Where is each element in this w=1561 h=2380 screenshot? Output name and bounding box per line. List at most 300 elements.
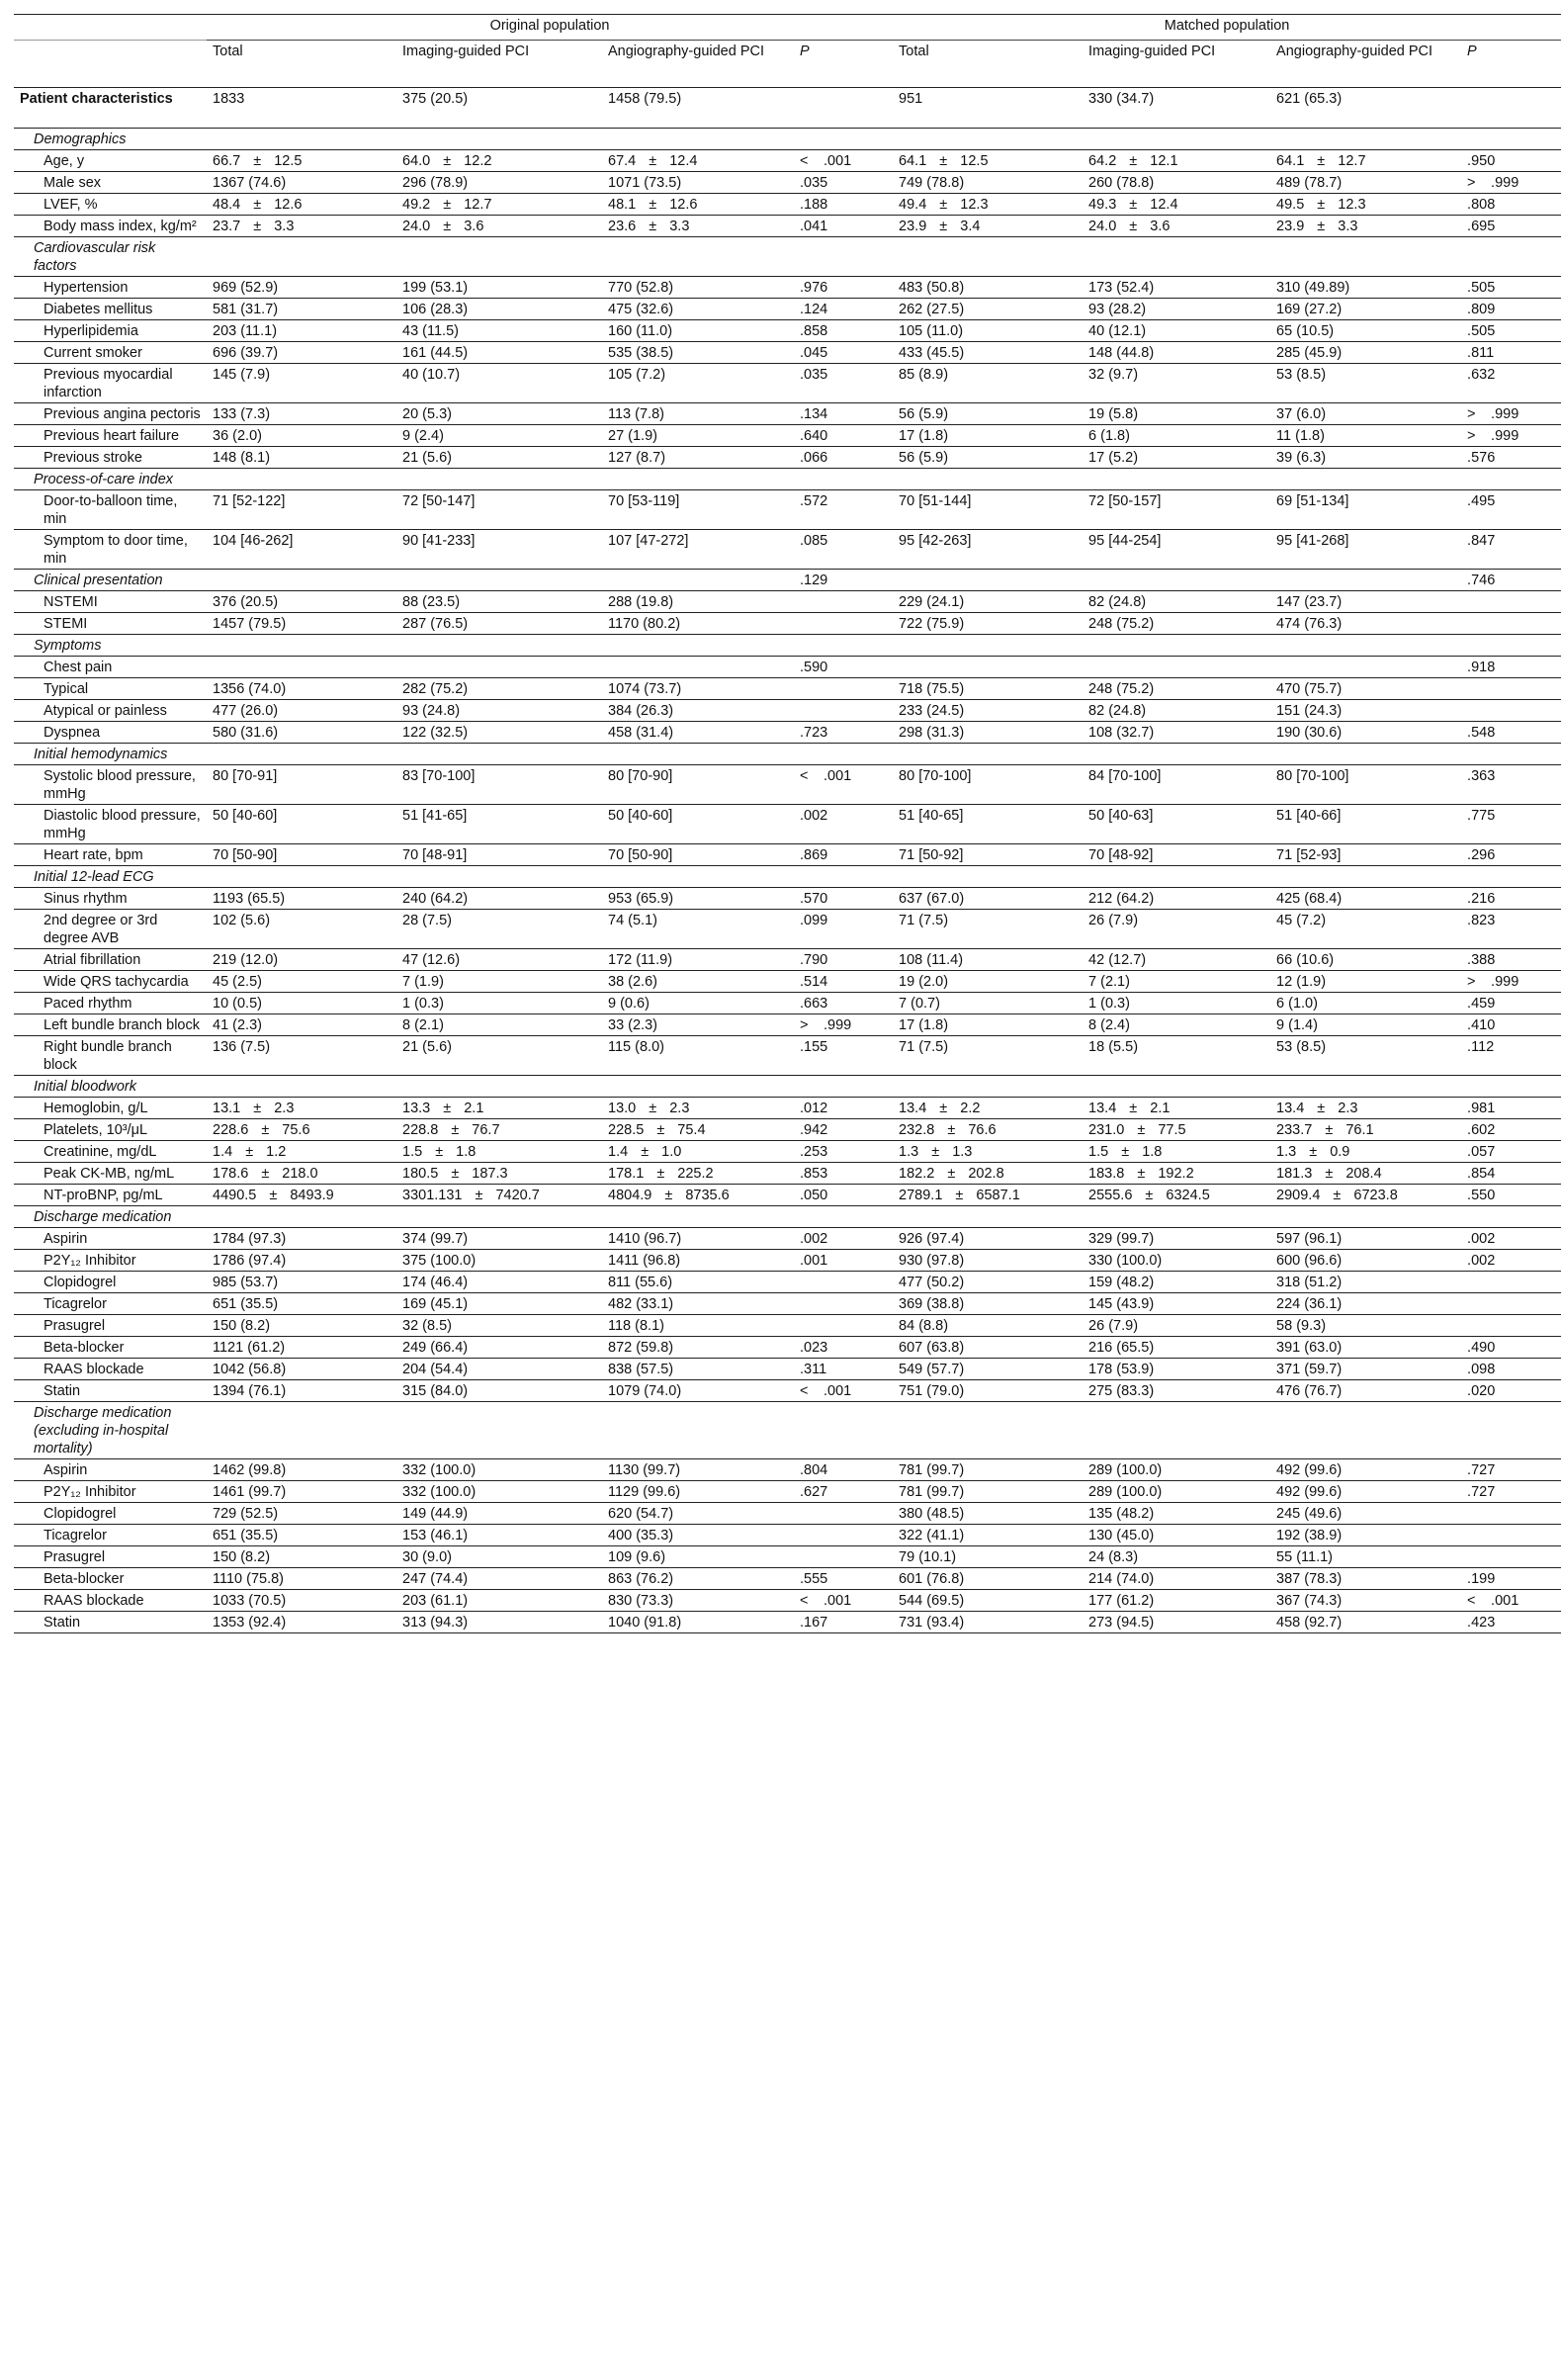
- cell-matched-imaging: 216 (65.5): [1083, 1337, 1270, 1359]
- row-label: Right bundle branch block: [14, 1036, 207, 1076]
- cell-orig-p: .002: [794, 1228, 893, 1250]
- cell-orig-p: [794, 1076, 893, 1098]
- cell-orig-total: 203 (11.1): [207, 320, 396, 342]
- cell-matched-angiography: 64.1 ± 12.7: [1270, 150, 1461, 172]
- cell-orig-p: [794, 866, 893, 888]
- cell-orig-angiography: 4804.9 ± 8735.6: [602, 1185, 794, 1206]
- cell-orig-total: 1457 (79.5): [207, 613, 396, 635]
- cell-orig-total: 66.7 ± 12.5: [207, 150, 396, 172]
- row-label: Heart rate, bpm: [14, 844, 207, 866]
- cell-orig-p: [794, 591, 893, 613]
- cell-matched-p: .918: [1461, 657, 1561, 678]
- cell-matched-angiography: 224 (36.1): [1270, 1293, 1461, 1315]
- cell-matched-p: [1461, 866, 1561, 888]
- cell-matched-total: 722 (75.9): [893, 613, 1083, 635]
- cell-orig-imaging: 40 (10.7): [396, 364, 602, 403]
- cell-matched-total: 51 [40-65]: [893, 805, 1083, 844]
- cell-orig-angiography: 400 (35.3): [602, 1525, 794, 1546]
- table-row: [14, 320, 1561, 342]
- cell-matched-angiography: 12 (1.9): [1270, 971, 1461, 993]
- table-row: [14, 613, 1561, 635]
- section-label: Initial bloodwork: [14, 1076, 207, 1098]
- cell-matched-imaging: 289 (100.0): [1083, 1459, 1270, 1481]
- row-label: Paced rhythm: [14, 993, 207, 1014]
- row-label: Hemoglobin, g/L: [14, 1098, 207, 1119]
- cell-matched-imaging: 72 [50-157]: [1083, 490, 1270, 530]
- cell-orig-total: 1356 (74.0): [207, 678, 396, 700]
- cell-matched-angiography: 95 [41-268]: [1270, 530, 1461, 570]
- cell-matched-p: [1461, 469, 1561, 490]
- table-row: [14, 194, 1561, 216]
- row-label: Atrial fibrillation: [14, 949, 207, 971]
- row-label: Previous stroke: [14, 447, 207, 469]
- cell-orig-total: 150 (8.2): [207, 1315, 396, 1337]
- cell-orig-total: 1033 (70.5): [207, 1590, 396, 1612]
- cell-orig-p: .085: [794, 530, 893, 570]
- table-row: [14, 447, 1561, 469]
- cell-matched-imaging: [1083, 744, 1270, 765]
- cell-orig-total: 1.4 ± 1.2: [207, 1141, 396, 1163]
- cell-orig-imaging: 93 (24.8): [396, 700, 602, 722]
- cell-orig-imaging: 153 (46.1): [396, 1525, 602, 1546]
- cell-orig-p: .035: [794, 172, 893, 194]
- cell-matched-total: 951: [893, 88, 1083, 129]
- cell-matched-total: 7 (0.7): [893, 993, 1083, 1014]
- cell-orig-angiography: 9 (0.6): [602, 993, 794, 1014]
- cell-orig-angiography: [602, 657, 794, 678]
- cell-matched-p: .388: [1461, 949, 1561, 971]
- table-row: [14, 1380, 1561, 1402]
- cell-matched-angiography: 51 [40-66]: [1270, 805, 1461, 844]
- cell-matched-p: .550: [1461, 1185, 1561, 1206]
- cell-matched-total: [893, 1206, 1083, 1228]
- cell-matched-angiography: [1270, 570, 1461, 591]
- cell-orig-angiography: [602, 1402, 794, 1459]
- cell-orig-imaging: 161 (44.5): [396, 342, 602, 364]
- cell-matched-imaging: 173 (52.4): [1083, 277, 1270, 299]
- cell-orig-p: .311: [794, 1359, 893, 1380]
- cell-matched-total: 182.2 ± 202.8: [893, 1163, 1083, 1185]
- row-label: Hypertension: [14, 277, 207, 299]
- row-label: Male sex: [14, 172, 207, 194]
- cell-orig-total: 580 (31.6): [207, 722, 396, 744]
- cell-matched-p: .632: [1461, 364, 1561, 403]
- cell-matched-p: .490: [1461, 1337, 1561, 1359]
- cell-orig-angiography: 74 (5.1): [602, 910, 794, 949]
- cell-matched-total: 930 (97.8): [893, 1250, 1083, 1272]
- cell-orig-p: < .001: [794, 150, 893, 172]
- table-row: [14, 277, 1561, 299]
- table-row: [14, 1185, 1561, 1206]
- cell-orig-angiography: 535 (38.5): [602, 342, 794, 364]
- row-label: Diabetes mellitus: [14, 299, 207, 320]
- cell-orig-total: 228.6 ± 75.6: [207, 1119, 396, 1141]
- cell-orig-angiography: [602, 570, 794, 591]
- table-row: [14, 172, 1561, 194]
- cell-matched-p: .775: [1461, 805, 1561, 844]
- cell-orig-imaging: 240 (64.2): [396, 888, 602, 910]
- cell-matched-p: [1461, 635, 1561, 657]
- cell-matched-total: 2789.1 ± 6587.1: [893, 1185, 1083, 1206]
- cell-orig-p: .012: [794, 1098, 893, 1119]
- group-header-row: [14, 15, 1561, 41]
- cell-orig-angiography: [602, 744, 794, 765]
- cell-orig-p: .663: [794, 993, 893, 1014]
- cell-orig-imaging: [396, 657, 602, 678]
- cell-orig-total: 102 (5.6): [207, 910, 396, 949]
- cell-orig-angiography: 1.4 ± 1.0: [602, 1141, 794, 1163]
- table-row: [14, 216, 1561, 237]
- cell-orig-total: 145 (7.9): [207, 364, 396, 403]
- cell-matched-total: 19 (2.0): [893, 971, 1083, 993]
- cell-matched-imaging: 70 [48-92]: [1083, 844, 1270, 866]
- cell-orig-imaging: 228.8 ± 76.7: [396, 1119, 602, 1141]
- cell-matched-total: [893, 469, 1083, 490]
- cell-orig-p: [794, 678, 893, 700]
- cell-matched-imaging: 42 (12.7): [1083, 949, 1270, 971]
- cell-orig-imaging: 287 (76.5): [396, 613, 602, 635]
- cell-orig-imaging: 9 (2.4): [396, 425, 602, 447]
- cell-matched-imaging: 1.5 ± 1.8: [1083, 1141, 1270, 1163]
- cell-orig-imaging: 21 (5.6): [396, 1036, 602, 1076]
- cell-orig-total: [207, 866, 396, 888]
- table-row: [14, 700, 1561, 722]
- cell-orig-imaging: 204 (54.4): [396, 1359, 602, 1380]
- cell-orig-p: [794, 88, 893, 129]
- row-label: Aspirin: [14, 1459, 207, 1481]
- cell-orig-angiography: 38 (2.6): [602, 971, 794, 993]
- table-row: [14, 1119, 1561, 1141]
- cell-matched-total: 637 (67.0): [893, 888, 1083, 910]
- col-orig-p: P: [794, 41, 893, 88]
- cell-orig-imaging: 375 (100.0): [396, 1250, 602, 1272]
- cell-orig-p: .514: [794, 971, 893, 993]
- cell-orig-p: .253: [794, 1141, 893, 1163]
- cell-orig-angiography: 458 (31.4): [602, 722, 794, 744]
- cell-matched-imaging: [1083, 237, 1270, 277]
- cell-matched-angiography: 597 (96.1): [1270, 1228, 1461, 1250]
- cell-orig-p: [794, 1503, 893, 1525]
- table-row: [14, 722, 1561, 744]
- cell-matched-total: [893, 570, 1083, 591]
- cell-orig-total: [207, 469, 396, 490]
- row-label: P2Y₁₂ Inhibitor: [14, 1250, 207, 1272]
- cell-orig-p: .804: [794, 1459, 893, 1481]
- row-label: Creatinine, mg/dL: [14, 1141, 207, 1163]
- cell-matched-total: [893, 744, 1083, 765]
- table-row: [14, 342, 1561, 364]
- cell-orig-angiography: 105 (7.2): [602, 364, 794, 403]
- cell-matched-angiography: 492 (99.6): [1270, 1459, 1461, 1481]
- cell-orig-angiography: 13.0 ± 2.3: [602, 1098, 794, 1119]
- cell-matched-p: .727: [1461, 1459, 1561, 1481]
- cell-matched-p: .505: [1461, 320, 1561, 342]
- cell-matched-p: > .999: [1461, 172, 1561, 194]
- cell-matched-p: .363: [1461, 765, 1561, 805]
- table-row: [14, 971, 1561, 993]
- cell-orig-imaging: 296 (78.9): [396, 172, 602, 194]
- cell-orig-imaging: 332 (100.0): [396, 1481, 602, 1503]
- cell-matched-p: .981: [1461, 1098, 1561, 1119]
- table-body: [14, 88, 1561, 1633]
- cell-matched-total: [893, 1076, 1083, 1098]
- cell-orig-p: < .001: [794, 765, 893, 805]
- cell-matched-total: 483 (50.8): [893, 277, 1083, 299]
- row-label: RAAS blockade: [14, 1359, 207, 1380]
- cell-orig-angiography: 178.1 ± 225.2: [602, 1163, 794, 1185]
- cell-orig-p: .002: [794, 805, 893, 844]
- cell-orig-imaging: 64.0 ± 12.2: [396, 150, 602, 172]
- cell-orig-p: .572: [794, 490, 893, 530]
- cell-orig-total: [207, 635, 396, 657]
- cell-matched-total: 23.9 ± 3.4: [893, 216, 1083, 237]
- cell-matched-total: 1.3 ± 1.3: [893, 1141, 1083, 1163]
- cell-matched-total: 71 (7.5): [893, 910, 1083, 949]
- cell-matched-imaging: 26 (7.9): [1083, 910, 1270, 949]
- cell-orig-p: .001: [794, 1250, 893, 1272]
- cell-matched-total: 233 (24.5): [893, 700, 1083, 722]
- table-row: [14, 1014, 1561, 1036]
- cell-orig-total: [207, 744, 396, 765]
- cell-orig-imaging: 1 (0.3): [396, 993, 602, 1014]
- cell-matched-angiography: [1270, 469, 1461, 490]
- row-label: Previous myocardial infarction: [14, 364, 207, 403]
- cell-matched-imaging: 214 (74.0): [1083, 1568, 1270, 1590]
- section-label: Cardiovascular risk factors: [14, 237, 207, 277]
- cell-orig-total: 71 [52-122]: [207, 490, 396, 530]
- cell-orig-p: .041: [794, 216, 893, 237]
- row-label: Chest pain: [14, 657, 207, 678]
- cell-orig-imaging: 3301.131 ± 7420.7: [396, 1185, 602, 1206]
- section-row: [14, 866, 1561, 888]
- cell-matched-total: 549 (57.7): [893, 1359, 1083, 1380]
- cell-matched-total: 71 (7.5): [893, 1036, 1083, 1076]
- cell-matched-angiography: 65 (10.5): [1270, 320, 1461, 342]
- cell-matched-angiography: 245 (49.6): [1270, 1503, 1461, 1525]
- section-row: [14, 744, 1561, 765]
- cell-matched-angiography: 476 (76.7): [1270, 1380, 1461, 1402]
- cell-matched-angiography: 66 (10.6): [1270, 949, 1461, 971]
- cell-orig-total: [207, 237, 396, 277]
- cell-matched-angiography: 371 (59.7): [1270, 1359, 1461, 1380]
- cell-orig-p: .570: [794, 888, 893, 910]
- cell-orig-p: [794, 700, 893, 722]
- cell-matched-p: [1461, 1076, 1561, 1098]
- cell-orig-total: 1462 (99.8): [207, 1459, 396, 1481]
- cell-matched-imaging: 24 (8.3): [1083, 1546, 1270, 1568]
- cell-orig-angiography: 838 (57.5): [602, 1359, 794, 1380]
- cell-orig-imaging: [396, 1076, 602, 1098]
- cell-matched-imaging: 49.3 ± 12.4: [1083, 194, 1270, 216]
- col-orig-total: Total: [207, 41, 396, 88]
- cell-orig-total: 696 (39.7): [207, 342, 396, 364]
- cell-matched-p: .576: [1461, 447, 1561, 469]
- row-label: RAAS blockade: [14, 1590, 207, 1612]
- table-row: [14, 888, 1561, 910]
- cell-matched-imaging: [1083, 570, 1270, 591]
- cell-orig-angiography: 228.5 ± 75.4: [602, 1119, 794, 1141]
- cell-orig-total: 23.7 ± 3.3: [207, 216, 396, 237]
- cell-matched-angiography: 49.5 ± 12.3: [1270, 194, 1461, 216]
- cell-orig-angiography: 23.6 ± 3.3: [602, 216, 794, 237]
- cell-matched-imaging: 13.4 ± 2.1: [1083, 1098, 1270, 1119]
- row-label: Dyspnea: [14, 722, 207, 744]
- cell-orig-total: 1193 (65.5): [207, 888, 396, 910]
- cell-matched-imaging: 7 (2.1): [1083, 971, 1270, 993]
- cell-orig-imaging: [396, 237, 602, 277]
- cell-orig-angiography: 70 [50-90]: [602, 844, 794, 866]
- cell-orig-total: 1394 (76.1): [207, 1380, 396, 1402]
- section-row: [14, 237, 1561, 277]
- cell-orig-angiography: 113 (7.8): [602, 403, 794, 425]
- cell-orig-total: 1110 (75.8): [207, 1568, 396, 1590]
- cell-orig-total: 150 (8.2): [207, 1546, 396, 1568]
- cell-orig-p: [794, 744, 893, 765]
- cell-matched-angiography: [1270, 635, 1461, 657]
- cell-matched-angiography: 458 (92.7): [1270, 1612, 1461, 1633]
- table-row: [14, 993, 1561, 1014]
- cell-orig-imaging: [396, 1206, 602, 1228]
- cell-orig-angiography: 1071 (73.5): [602, 172, 794, 194]
- cell-matched-total: 80 [70-100]: [893, 765, 1083, 805]
- table-row: [14, 1568, 1561, 1590]
- cell-matched-angiography: [1270, 1206, 1461, 1228]
- cell-orig-imaging: 106 (28.3): [396, 299, 602, 320]
- row-label: Typical: [14, 678, 207, 700]
- cell-orig-angiography: 863 (76.2): [602, 1568, 794, 1590]
- cell-matched-imaging: 330 (34.7): [1083, 88, 1270, 129]
- cell-matched-angiography: 470 (75.7): [1270, 678, 1461, 700]
- cell-matched-imaging: 145 (43.9): [1083, 1293, 1270, 1315]
- stub-column-header: [14, 41, 207, 88]
- col-matched-total: Total: [893, 41, 1083, 88]
- cell-matched-imaging: 26 (7.9): [1083, 1315, 1270, 1337]
- cell-matched-p: [1461, 1525, 1561, 1546]
- cell-orig-imaging: 203 (61.1): [396, 1590, 602, 1612]
- cell-matched-total: 84 (8.8): [893, 1315, 1083, 1337]
- section-label: Symptoms: [14, 635, 207, 657]
- cell-matched-p: .809: [1461, 299, 1561, 320]
- cell-matched-angiography: [1270, 1402, 1461, 1459]
- table-row: [14, 910, 1561, 949]
- row-label: STEMI: [14, 613, 207, 635]
- cell-matched-imaging: 8 (2.4): [1083, 1014, 1270, 1036]
- cell-matched-imaging: 82 (24.8): [1083, 700, 1270, 722]
- cell-matched-angiography: 55 (11.1): [1270, 1546, 1461, 1568]
- cell-matched-total: 298 (31.3): [893, 722, 1083, 744]
- cell-orig-angiography: 1040 (91.8): [602, 1612, 794, 1633]
- cell-matched-total: [893, 129, 1083, 150]
- cell-matched-total: 17 (1.8): [893, 425, 1083, 447]
- cell-matched-imaging: 273 (94.5): [1083, 1612, 1270, 1633]
- cell-orig-p: .976: [794, 277, 893, 299]
- section-label: Process-of-care index: [14, 469, 207, 490]
- cell-matched-angiography: 190 (30.6): [1270, 722, 1461, 744]
- cell-matched-total: [893, 657, 1083, 678]
- table-row: [14, 1503, 1561, 1525]
- cell-matched-total: 781 (99.7): [893, 1481, 1083, 1503]
- cell-orig-angiography: 872 (59.8): [602, 1337, 794, 1359]
- cell-orig-imaging: 49.2 ± 12.7: [396, 194, 602, 216]
- cell-orig-p: .035: [794, 364, 893, 403]
- cell-orig-imaging: 249 (66.4): [396, 1337, 602, 1359]
- row-label: Previous angina pectoris: [14, 403, 207, 425]
- cell-matched-p: > .999: [1461, 425, 1561, 447]
- cell-orig-p: .050: [794, 1185, 893, 1206]
- cell-matched-angiography: 39 (6.3): [1270, 447, 1461, 469]
- cell-orig-imaging: 174 (46.4): [396, 1272, 602, 1293]
- cell-matched-p: [1461, 1206, 1561, 1228]
- cell-orig-p: .099: [794, 910, 893, 949]
- cell-orig-angiography: [602, 1206, 794, 1228]
- cell-matched-angiography: 285 (45.9): [1270, 342, 1461, 364]
- cell-orig-imaging: [396, 866, 602, 888]
- cell-matched-total: 380 (48.5): [893, 1503, 1083, 1525]
- cell-matched-total: 49.4 ± 12.3: [893, 194, 1083, 216]
- cell-orig-p: .555: [794, 1568, 893, 1590]
- cell-matched-imaging: 231.0 ± 77.5: [1083, 1119, 1270, 1141]
- cell-matched-p: .098: [1461, 1359, 1561, 1380]
- row-label: Statin: [14, 1612, 207, 1633]
- cell-matched-p: [1461, 700, 1561, 722]
- section-row: [14, 129, 1561, 150]
- col-orig-imaging: Imaging-guided PCI: [396, 41, 602, 88]
- cell-orig-angiography: 1079 (74.0): [602, 1380, 794, 1402]
- cell-matched-imaging: [1083, 129, 1270, 150]
- cell-orig-imaging: 90 [41-233]: [396, 530, 602, 570]
- cell-orig-imaging: 21 (5.6): [396, 447, 602, 469]
- group-original-population: Original population: [207, 15, 893, 41]
- table-row: [14, 949, 1561, 971]
- cell-orig-total: 651 (35.5): [207, 1293, 396, 1315]
- cell-matched-total: 749 (78.8): [893, 172, 1083, 194]
- cell-matched-total: 229 (24.1): [893, 591, 1083, 613]
- table-row: [14, 844, 1561, 866]
- cell-orig-angiography: [602, 866, 794, 888]
- cell-orig-imaging: 315 (84.0): [396, 1380, 602, 1402]
- cell-orig-imaging: 32 (8.5): [396, 1315, 602, 1337]
- cell-matched-angiography: [1270, 237, 1461, 277]
- cell-matched-angiography: [1270, 1076, 1461, 1098]
- cell-orig-angiography: 1074 (73.7): [602, 678, 794, 700]
- cell-orig-total: [207, 657, 396, 678]
- cell-matched-imaging: 6 (1.8): [1083, 425, 1270, 447]
- col-matched-imaging: Imaging-guided PCI: [1083, 41, 1270, 88]
- cell-matched-angiography: 489 (78.7): [1270, 172, 1461, 194]
- cell-orig-total: 1784 (97.3): [207, 1228, 396, 1250]
- row-label: Ticagrelor: [14, 1293, 207, 1315]
- row-label: Door-to-balloon time, min: [14, 490, 207, 530]
- cell-orig-angiography: 118 (8.1): [602, 1315, 794, 1337]
- cell-orig-imaging: 43 (11.5): [396, 320, 602, 342]
- cell-orig-total: 1121 (61.2): [207, 1337, 396, 1359]
- cell-orig-p: .590: [794, 657, 893, 678]
- cell-matched-p: .002: [1461, 1250, 1561, 1272]
- cell-orig-angiography: 80 [70-90]: [602, 765, 794, 805]
- row-label: LVEF, %: [14, 194, 207, 216]
- cell-matched-total: 262 (27.5): [893, 299, 1083, 320]
- cell-orig-total: 80 [70-91]: [207, 765, 396, 805]
- cell-matched-total: 79 (10.1): [893, 1546, 1083, 1568]
- cell-orig-imaging: 7 (1.9): [396, 971, 602, 993]
- table-row: [14, 1590, 1561, 1612]
- cell-orig-p: [794, 635, 893, 657]
- cell-orig-total: 1461 (99.7): [207, 1481, 396, 1503]
- cell-matched-p: [1461, 88, 1561, 129]
- cell-orig-angiography: 48.1 ± 12.6: [602, 194, 794, 216]
- section-label: Clinical presentation: [14, 570, 207, 591]
- cell-matched-imaging: [1083, 1076, 1270, 1098]
